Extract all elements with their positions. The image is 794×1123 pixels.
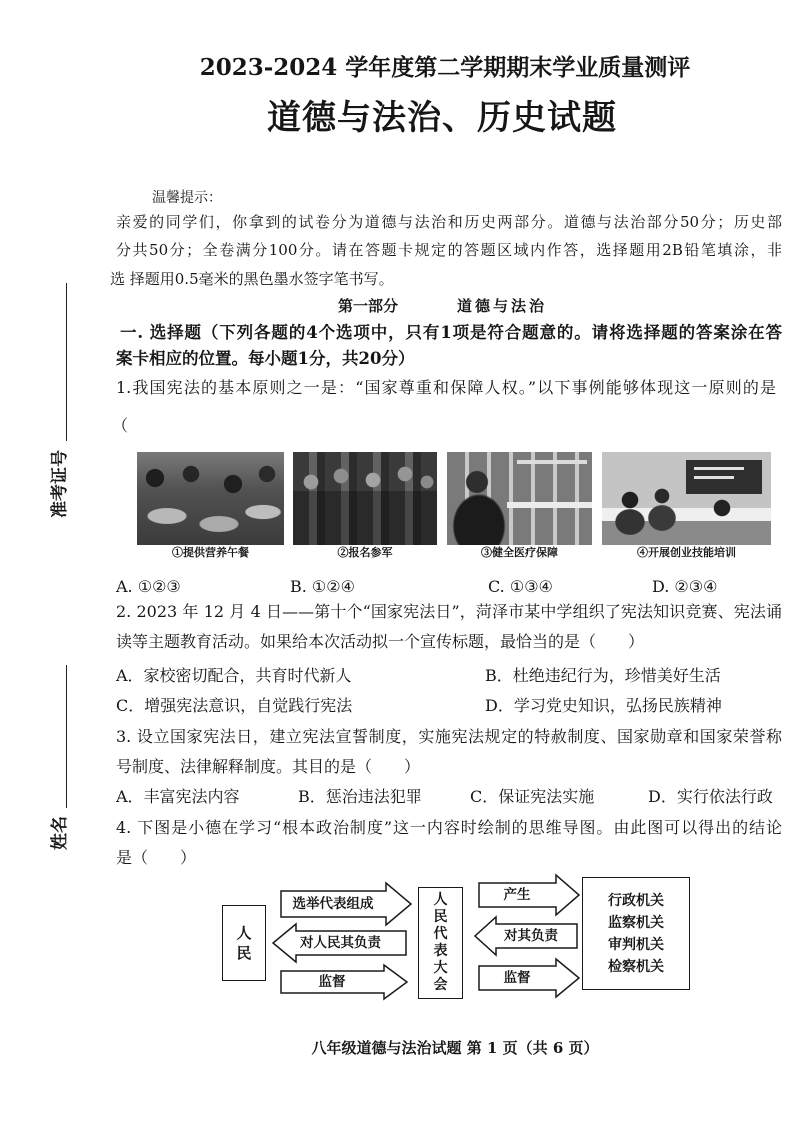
notice-line: 分共50分；全卷满分100分。请在答题卡规定的答题区域内作答，选择题用2B铅笔填涂，非 xyxy=(116,241,782,259)
question-1-stem: 1.我国宪法的基本原则之一是：“国家尊重和保障人权。”以下事例能够体现这一原则的是 xyxy=(116,378,776,397)
photo-enlistment xyxy=(293,452,437,545)
exam-title: 2023-2024 学年度第二学期期末学业质量测评 xyxy=(199,54,691,81)
question-1-option-a: A. ①②③ xyxy=(116,577,181,596)
question-2-stem: 读等主题教育活动。如果给本次活动拟一个宣传标题，最恰当的是（ ） xyxy=(116,632,645,651)
people-label: 人民 xyxy=(236,924,252,962)
question-1-option-c: C. ①③④ xyxy=(488,577,553,596)
npc-box xyxy=(418,887,463,999)
question-3-stem: 号制度、法律解释制度。其目的是（ ） xyxy=(116,757,421,776)
organ-judicial: 审判机关 xyxy=(608,936,664,953)
photo-medical-security xyxy=(447,452,592,545)
question-4-stem: 4. 下图是小德在学习“根本政治制度”这一内容时绘制的思维导图。由此图可以得出的结论 xyxy=(116,818,782,837)
question-2-option-d: D．学习党史知识，弘扬民族精神 xyxy=(485,696,722,715)
exam-id-underline xyxy=(66,283,67,441)
photo-nutrition-lunch xyxy=(137,452,284,545)
question-3-option-b: B．惩治违法犯罪 xyxy=(298,787,422,806)
organ-administrative: 行政机关 xyxy=(608,892,664,909)
part-number: 第一部分 xyxy=(338,297,399,315)
question-3-stem: 3. 设立国家宪法日，建立宪法宣誓制度，实施宪法规定的特赦制度、国家勋章和国家荣誉称 xyxy=(116,727,782,746)
question-3-option-c: C．保证宪法实施 xyxy=(470,787,595,806)
question-1-answer-bracket: （ xyxy=(112,416,129,435)
question-1-option-b: B. ①②④ xyxy=(290,577,355,596)
page-footer: 八年级道德与法治试题 第 1 页（共 6 页） xyxy=(311,1039,599,1057)
arrow-label-responsible-to-it: 对其负责 xyxy=(504,928,558,944)
npc-label: 人民代表大会 xyxy=(433,892,448,993)
notice-line: 选 择题用0.5毫米的黑色墨水签字笔书写。 xyxy=(110,270,394,288)
photo-caption: ①提供营养午餐 xyxy=(172,546,249,559)
photo-skills-training xyxy=(602,452,771,545)
section-instructions: 一. 选择题（下列各题的4个选项中，只有1项是符合题意的。请将选择题的答案涂在答 xyxy=(120,323,782,342)
question-3-option-a: A．丰富宪法内容 xyxy=(116,787,240,806)
exam-subtitle: 道德与法治、历史试题 xyxy=(267,98,617,138)
question-3-option-d: D．实行依法行政 xyxy=(648,787,773,806)
people-box xyxy=(222,905,266,981)
arrow-label-supervise: 监督 xyxy=(318,974,346,990)
organ-procuratorial: 检察机关 xyxy=(608,958,664,975)
photo-caption: ②报名参军 xyxy=(337,546,393,559)
notice-label: 温馨提示： xyxy=(152,190,222,206)
photo-caption: ③健全医疗保障 xyxy=(481,546,558,559)
section-instructions: 案卡相应的位置。每小题1分，共20分） xyxy=(116,349,415,368)
organ-supervisory: 监察机关 xyxy=(608,914,664,931)
question-2-option-c: C．增强宪法意识，自觉践行宪法 xyxy=(116,696,353,715)
arrow-label-elect: 选举代表组成 xyxy=(292,896,374,912)
photo-caption: ④开展创业技能培训 xyxy=(637,546,736,559)
arrow-label-supervise: 监督 xyxy=(503,970,531,986)
question-1-option-d: D. ②③④ xyxy=(652,577,718,596)
question-2-stem: 2. 2023 年 12 月 4 日——第十个“国家宪法日”，菏泽市某中学组织了宪法知识竞赛、宪法诵 xyxy=(116,602,782,621)
question-4-stem: 是（ ） xyxy=(116,848,197,867)
name-underline xyxy=(66,665,67,808)
arrow-label-responsible-to-people: 对人民其负责 xyxy=(300,935,381,951)
name-label: 姓名 xyxy=(50,816,70,850)
exam-id-label: 准考证号 xyxy=(50,450,70,518)
state-organs-box xyxy=(582,877,690,990)
arrow-label-produce: 产生 xyxy=(503,887,531,903)
part-subject: 道德与法治 xyxy=(457,297,548,315)
question-2-option-b: B．杜绝违纪行为，珍惜美好生活 xyxy=(485,666,721,685)
question-2-option-a: A．家校密切配合，共育时代新人 xyxy=(116,666,352,685)
notice-line: 亲爱的同学们，你拿到的试卷分为道德与法治和历史两部分。道德与法治部分50分；历史部 xyxy=(116,213,782,231)
